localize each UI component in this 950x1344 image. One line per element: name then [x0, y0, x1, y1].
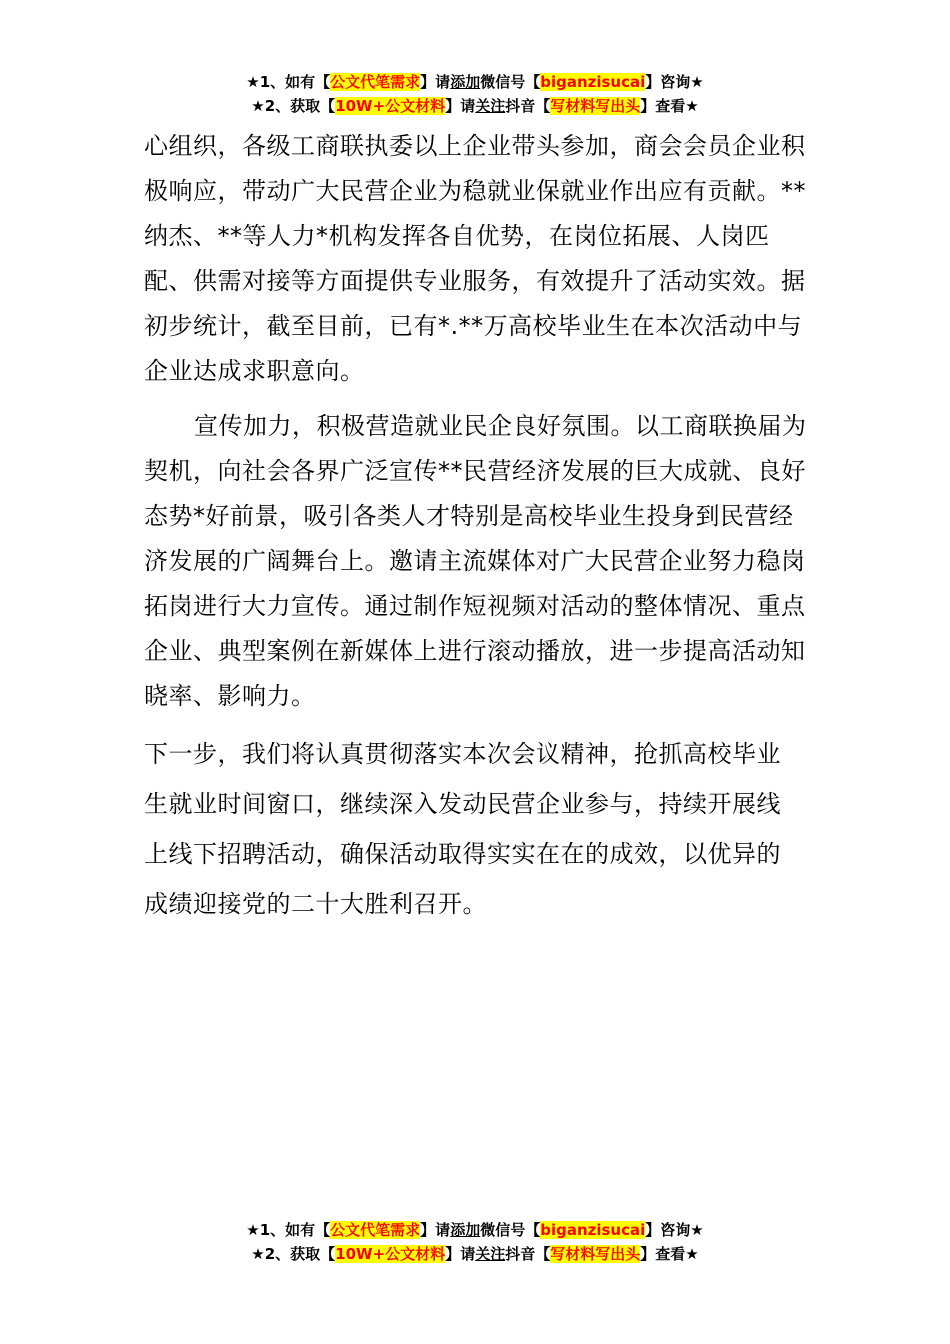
footer-banner	[0, 1218, 950, 1266]
banner-highlight: 写材料写出头	[550, 97, 641, 115]
banner-text: ★1、如有【	[246, 1221, 331, 1239]
banner-line-1	[0, 70, 950, 94]
banner-text: 】请	[445, 1245, 476, 1263]
paragraph-1: 心组织，各级工商联执委以上企业带头参加，商会会员企业积极响应，带动广大民营企业为稳就业保就业作出应有贡献。**纳杰、**等人力*机构发挥各自优势，在岗位拓展、人岗匹配、供需对接等方面提供专业服务，有效提升了活动实效。据初步统计，截至目前，已有*.**万高校毕业生在本次活动中与企业达成求职意向。	[144, 132, 806, 385]
banner-highlight: biganzisucai	[540, 1221, 646, 1239]
banner-underline-text: 添加	[450, 73, 481, 91]
banner-highlight: biganzisucai	[540, 73, 646, 91]
banner-underline-text: 添加	[450, 1221, 481, 1239]
banner-text: 微信号【	[480, 1221, 541, 1239]
paragraph-2: 宣传加力，积极营造就业民企良好氛围。以工商联换届为契机，向社会各界广泛宣传**民营经济发展的巨大成就、良好态势*好前景，吸引各类人才特别是高校毕业生投身到民营经济发展的广阔舞台上。邀请主流媒体对广大民营企业努力稳岗拓岗进行大力宣传。通过制作短视频对活动的整体情况、重点企业、典型案例在新媒体上进行滚动播放，进一步提高活动知晓率、影响力。	[144, 412, 807, 710]
banner-underline-text: 关注	[475, 97, 506, 115]
banner-text: 】查看★	[640, 1245, 699, 1263]
header-banner	[0, 70, 950, 118]
banner-text: 】请	[445, 97, 476, 115]
banner-text: ★2、获取【	[251, 1245, 336, 1263]
banner-text: 】查看★	[640, 97, 699, 115]
paragraph-3: 下一步，我们将认真贯彻落实本次会议精神，抢抓高校毕业生就业时间窗口，继续深入发动民营企业参与，持续开展线上线下招聘活动，确保活动取得实实在在的成效，以优异的成绩迎接党的二十大胜利召开。	[144, 740, 781, 918]
banner-text: 】请	[420, 73, 451, 91]
banner-highlight: 10W+公文材料	[335, 97, 446, 115]
banner-text: 】咨询★	[645, 73, 704, 91]
banner-highlight: 10W+公文材料	[335, 1245, 446, 1263]
banner-text: ★2、获取【	[251, 97, 336, 115]
banner-text: 】请	[420, 1221, 451, 1239]
banner-line-2	[0, 94, 950, 118]
banner-text: 微信号【	[480, 73, 541, 91]
banner-line-1	[0, 1218, 950, 1242]
document-body	[144, 124, 812, 929]
banner-highlight: 写材料写出头	[550, 1245, 641, 1263]
banner-underline-text: 关注	[475, 1245, 506, 1263]
banner-text: ★1、如有【	[246, 73, 331, 91]
banner-highlight: 公文代笔需求	[330, 73, 421, 91]
banner-text: 抖音【	[505, 97, 551, 115]
banner-highlight: 公文代笔需求	[330, 1221, 421, 1239]
banner-line-2	[0, 1242, 950, 1266]
banner-text: 抖音【	[505, 1245, 551, 1263]
banner-text: 】咨询★	[645, 1221, 704, 1239]
